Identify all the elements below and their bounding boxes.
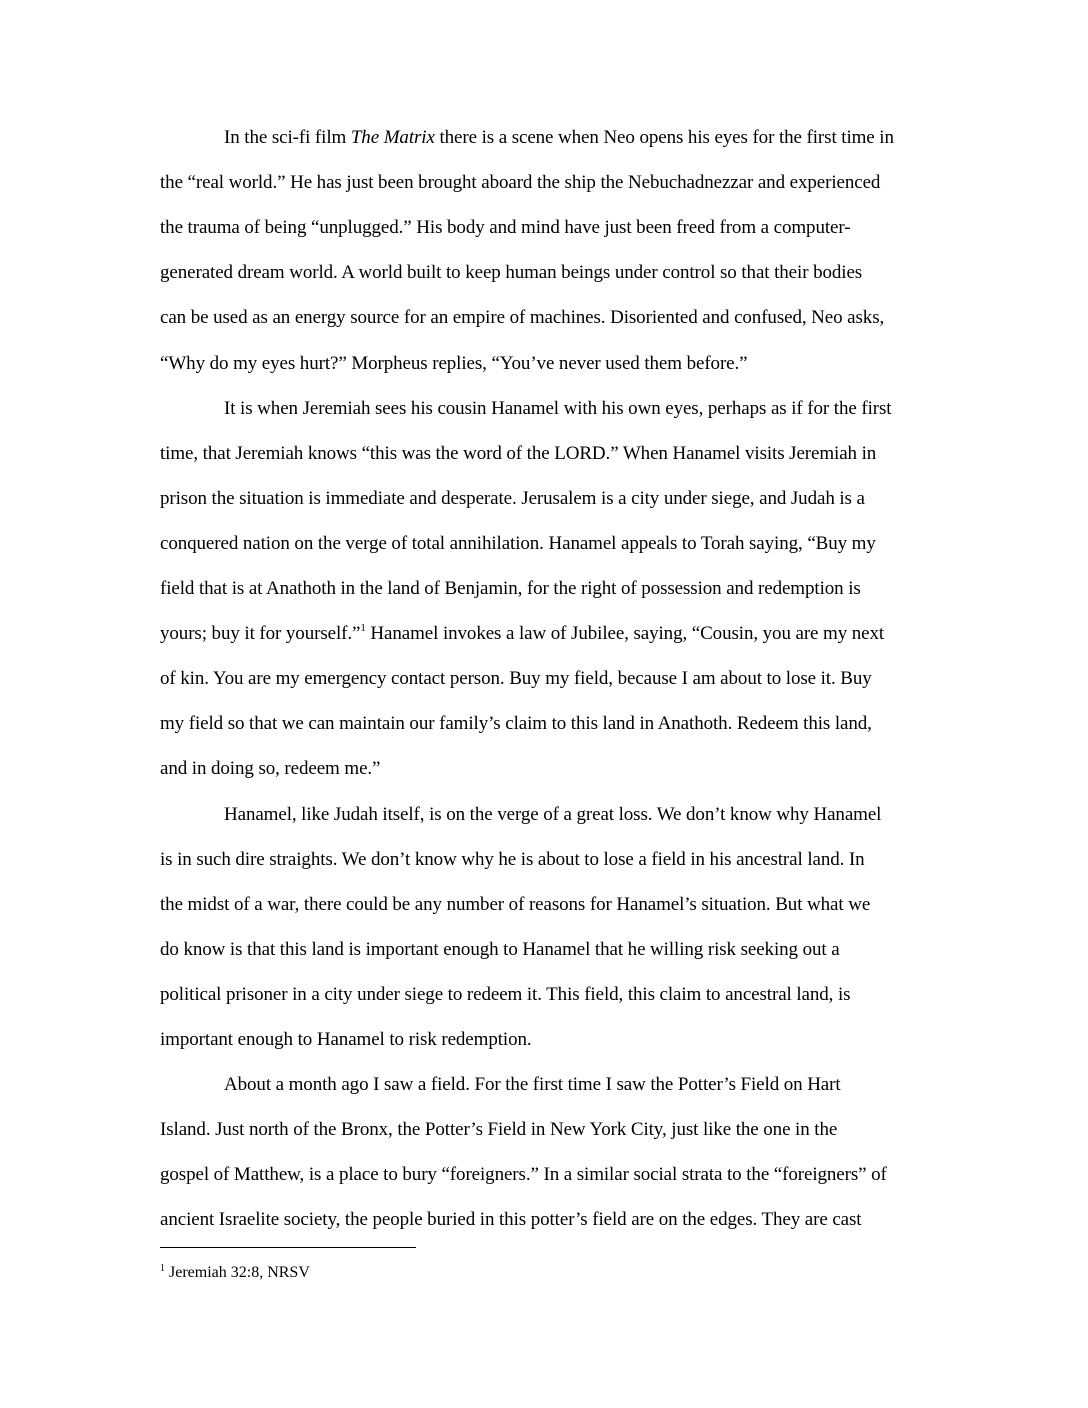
text-line: is in such dire straights. We don’t know why he is about to lose a field in his ancestral land. In [160, 849, 865, 870]
text-line: “Why do my eyes hurt?” Morpheus replies, “You’ve never used them before.” [160, 353, 748, 374]
text-line: and in doing so, redeem me.” [160, 758, 381, 779]
text-line: In the sci-fi film The Matrix there is a scene when Neo opens his eyes for the first time in [224, 127, 894, 148]
footnote-separator [160, 1247, 416, 1248]
footnote-text: Jeremiah 32:8, NRSV [169, 1264, 310, 1281]
text-line: do know is that this land is important enough to Hanamel that he willing risk seeking out a [160, 939, 840, 960]
text-line: It is when Jeremiah sees his cousin Hanamel with his own eyes, perhaps as if for the first [224, 398, 892, 419]
text-line: field that is at Anathoth in the land of Benjamin, for the right of possession and redemption is [160, 578, 861, 599]
text-line: the “real world.” He has just been brought aboard the ship the Nebuchadnezzar and experienced [160, 172, 881, 193]
text-line: gospel of Matthew, is a place to bury “foreigners.” In a similar social strata to the “foreigners” of [160, 1164, 887, 1185]
footnote-reference: 1 [360, 622, 366, 634]
text-line: can be used as an energy source for an empire of machines. Disoriented and confused, Neo asks, [160, 307, 885, 328]
text-line: About a month ago I saw a field. For the first time I saw the Potter’s Field on Hart [224, 1074, 841, 1095]
text-line: political prisoner in a city under siege to redeem it. This field, this claim to ancestral land, is [160, 984, 851, 1005]
text-line: time, that Jeremiah knows “this was the word of the LORD.” When Hanamel visits Jeremiah in [160, 443, 877, 464]
text-line: Island. Just north of the Bronx, the Potter’s Field in New York City, just like the one in the [160, 1119, 838, 1140]
text-line: conquered nation on the verge of total annihilation. Hanamel appeals to Torah saying, “Buy my [160, 533, 876, 554]
text-line: Hanamel, like Judah itself, is on the verge of a great loss. We don’t know why Hanamel [224, 804, 882, 825]
text-line: of kin. You are my emergency contact person. Buy my field, because I am about to lose it. Buy [160, 668, 872, 689]
text-line: ancient Israelite society, the people buried in this potter’s field are on the edges. They are cast [160, 1209, 862, 1230]
text-line: yours; buy it for yourself.”$^1$ Hanamel invokes a law of Jubilee, saying, “Cousin, you are my next [160, 622, 885, 644]
footnote [160, 1263, 310, 1283]
text-line: my field so that we can maintain our family’s claim to this land in Anathoth. Redeem this land, [160, 713, 872, 734]
text-line: generated dream world. A world built to keep human beings under control so that their bodies [160, 262, 863, 283]
text-line: prison the situation is immediate and desperate. Jerusalem is a city under siege, and Judah is a [160, 488, 865, 509]
text-line: important enough to Hanamel to risk redemption. [160, 1029, 532, 1050]
italic-title: The Matrix [350, 127, 435, 148]
text-line: the midst of a war, there could be any number of reasons for Hanamel’s situation. But what we [160, 894, 871, 915]
footnote-marker: 1 [160, 1263, 165, 1274]
text-line: the trauma of being “unplugged.” His body and mind have just been freed from a computer- [160, 217, 851, 238]
